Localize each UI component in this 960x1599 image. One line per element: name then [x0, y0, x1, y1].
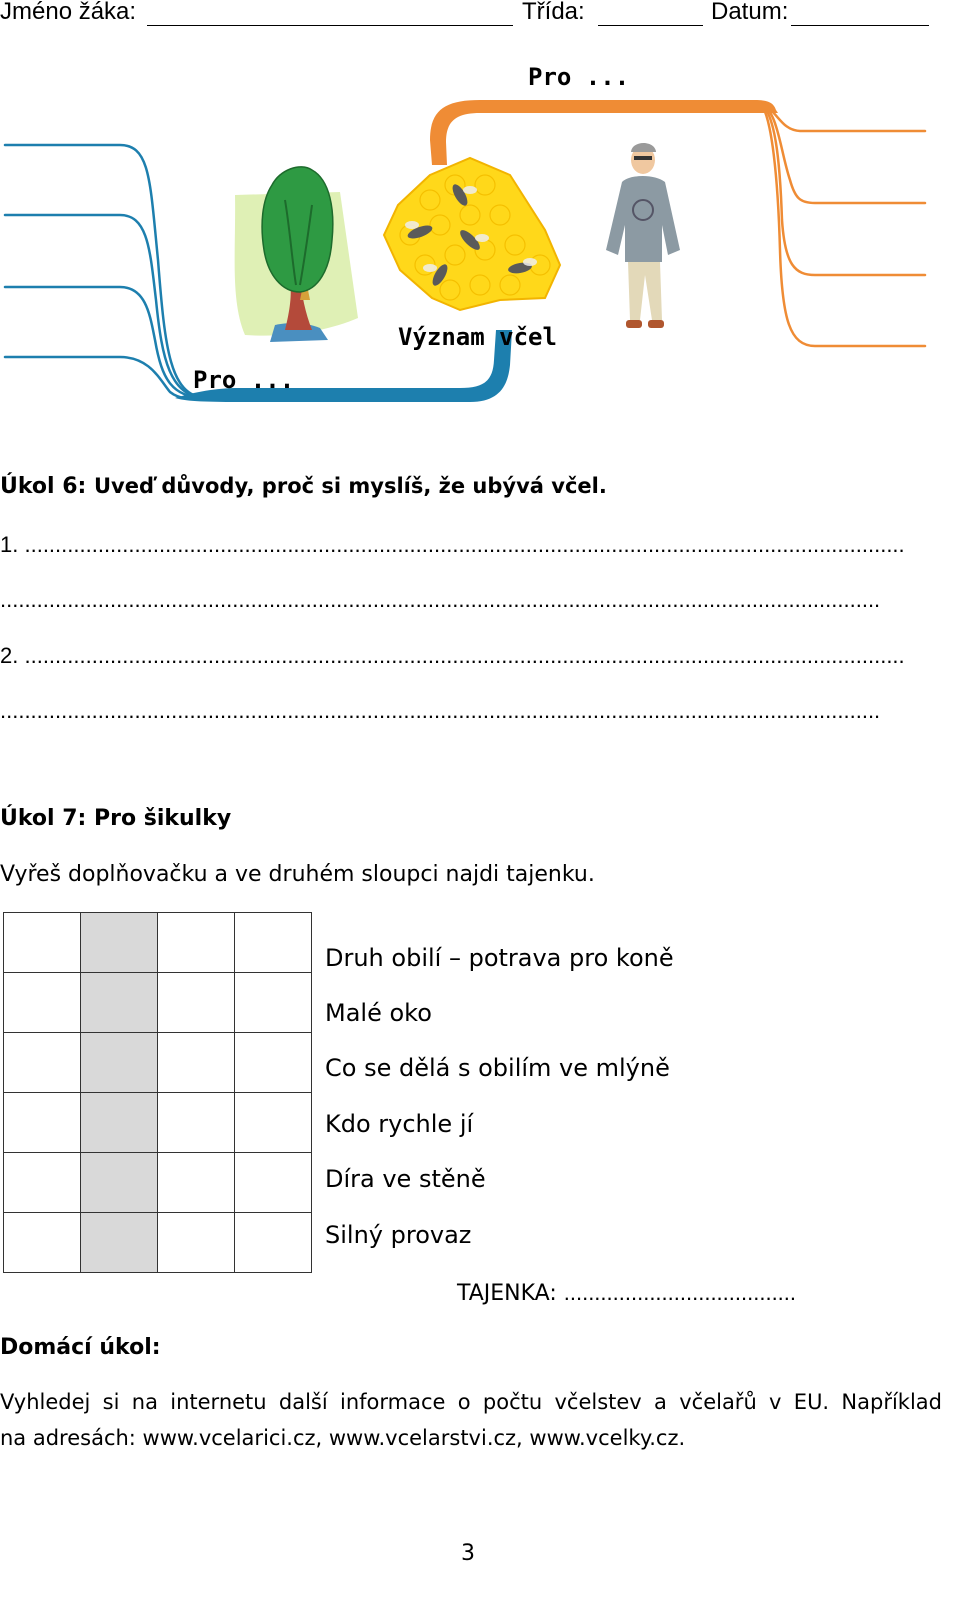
answer-line-2b[interactable] [0, 698, 935, 724]
tajenka-answer[interactable] [457, 1280, 796, 1306]
date-label: Datum: [711, 0, 789, 25]
crossword-cell[interactable] [4, 1093, 81, 1153]
page-number: 3 [461, 1541, 475, 1566]
tajenka-dots: ...................................... [563, 1280, 797, 1305]
mindmap-right-label: Pro ... [528, 63, 630, 91]
crossword-cell[interactable] [4, 1033, 81, 1093]
crossword-clue-1: Druh obilí – potrava pro koně [325, 944, 674, 972]
crossword-cell[interactable] [158, 1093, 235, 1153]
crossword-cell[interactable] [158, 1153, 235, 1213]
honeycomb-bees-icon [384, 158, 560, 310]
answer-line-1-number: 1. [0, 532, 19, 557]
crossword-cell-secret[interactable] [81, 1153, 158, 1213]
crossword-clue-6: Silný provaz [325, 1221, 472, 1249]
crossword-cell[interactable] [235, 913, 312, 973]
task6-prefix: Úkol 6: [0, 474, 87, 499]
answer-line-2[interactable] [0, 643, 940, 669]
task7-instruction: Vyřeš doplňovačku a ve druhém sloupci najdi tajenku. [0, 862, 595, 887]
mindmap-center-label: Význam včel [398, 323, 557, 351]
crossword-cell[interactable] [235, 1153, 312, 1213]
answer-line-1b-dots: ................................................................................................................................................ [0, 587, 881, 612]
task6-heading [0, 474, 607, 499]
student-name-label: Jméno žáka: [0, 0, 137, 25]
right-main-stem [430, 100, 778, 165]
crossword-cell[interactable] [158, 1033, 235, 1093]
crossword-cell-secret[interactable] [81, 973, 158, 1033]
crossword-row [4, 1153, 312, 1213]
man-figure-icon [606, 143, 680, 328]
crossword-grid [3, 912, 312, 1273]
task7-prefix: Úkol 7: [0, 806, 87, 831]
crossword-cell[interactable] [4, 1153, 81, 1213]
crossword-row [4, 1213, 312, 1273]
crossword-cell[interactable] [235, 1213, 312, 1273]
left-branches [5, 145, 205, 399]
crossword-cell[interactable] [235, 973, 312, 1033]
crossword-row [4, 1093, 312, 1153]
crossword-cell[interactable] [158, 1213, 235, 1273]
homework-title: Domácí úkol: [0, 1335, 161, 1360]
task7-heading [0, 806, 231, 831]
crossword-cell[interactable] [4, 973, 81, 1033]
homework-line-1: Vyhledej si na internetu další informace o počtu včelstev a včelařů v EU. Například [0, 1390, 942, 1414]
mindmap-left-label: Pro ... [193, 366, 295, 394]
task6-text: Uveď důvody, proč si myslíš, že ubývá včel. [94, 474, 607, 498]
crossword-cell-secret[interactable] [81, 1093, 158, 1153]
answer-line-2-number: 2. [0, 643, 19, 668]
crossword-row [4, 1033, 312, 1093]
answer-line-2b-dots: ................................................................................................................................................ [0, 698, 881, 723]
crossword-row [4, 973, 312, 1033]
crossword-cell-secret[interactable] [81, 1213, 158, 1273]
answer-line-1b[interactable] [0, 587, 935, 613]
crossword-cell-secret[interactable] [81, 1033, 158, 1093]
class-label: Třída: [522, 0, 585, 25]
crossword-cell[interactable] [158, 913, 235, 973]
answer-line-1-dots: ................................................................................................................................................ [24, 532, 905, 557]
crossword-cell[interactable] [158, 973, 235, 1033]
crossword-cell[interactable] [235, 1093, 312, 1153]
crossword-row [4, 913, 312, 973]
answer-line-1[interactable] [0, 532, 940, 558]
crossword-clue-4: Kdo rychle jí [325, 1110, 474, 1138]
mindmap [0, 40, 960, 420]
class-blank[interactable] [598, 25, 703, 26]
crossword-cell[interactable] [235, 1033, 312, 1093]
crossword-clue-3: Co se dělá s obilím ve mlýně [325, 1054, 670, 1082]
crossword-clue-2: Malé oko [325, 999, 432, 1027]
tree-icon [235, 167, 358, 342]
task7-title: Pro šikulky [94, 806, 232, 831]
answer-line-2-dots: ................................................................................................................................................ [24, 643, 905, 668]
homework-line-2: na adresách: www.vcelarici.cz, www.vcelarstvi.cz, www.vcelky.cz. [0, 1426, 686, 1450]
crossword-cell-secret[interactable] [81, 913, 158, 973]
crossword-cell[interactable] [4, 1213, 81, 1273]
right-branches [760, 103, 925, 346]
crossword-clue-5: Díra ve stěně [325, 1165, 486, 1193]
student-name-blank[interactable] [147, 25, 513, 26]
tajenka-label: TAJENKA: [457, 1281, 557, 1306]
crossword-cell[interactable] [4, 913, 81, 973]
date-blank[interactable] [791, 25, 929, 26]
